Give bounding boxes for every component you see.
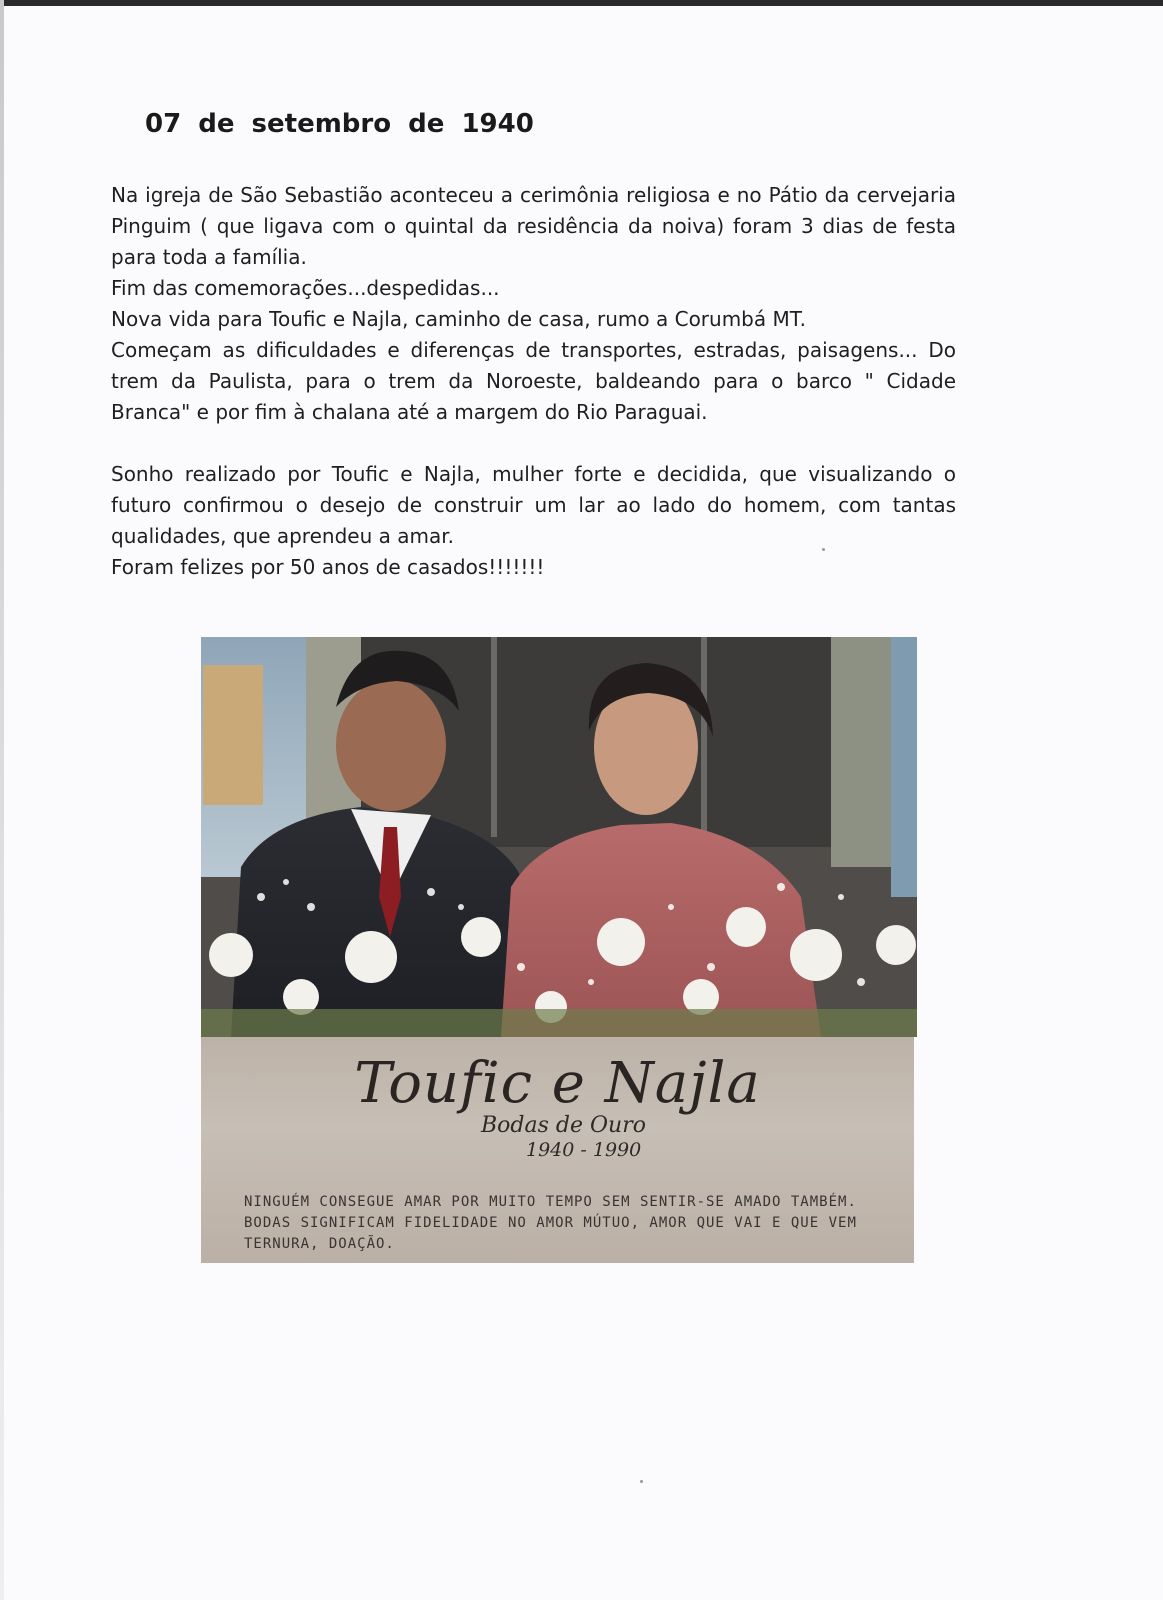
scan-edge-top: [0, 0, 1163, 6]
plaque-message: NINGUÉM CONSEGUE AMAR POR MUITO TEMPO SEM SENTIR-SE AMADO TAMBÉM. BODAS SIGNIFICAM FIDELIDADE NO AMOR MÚTUO, AMOR QUE VAI E QUE VEM TERNURA, DOAÇÃO.: [244, 1194, 857, 1252]
paragraph-journey: Começam as dificuldades e diferenças de transportes, estradas, paisagens... Do trem da Paulista, para o trem da Noroeste, baldeando para o barco " Cidade Branca" e por fim à chalana até a margem do Rio Paraguai.: [111, 338, 956, 424]
paragraph-fifty-years: Foram felizes por 50 anos de casados!!!!!!!: [111, 555, 545, 579]
couple-photo: [201, 637, 917, 1037]
paragraph-dream: Sonho realizado por Toufic e Najla, mulher forte e decidida, que visualizando o futuro confirmou o desejo de construir um lar ao lado do homem, com tantas qualidades, que aprendeu a amar.: [111, 462, 956, 548]
plaque-names: Toufic e Najla: [354, 1051, 761, 1116]
page-title: 07 de setembro de 1940: [145, 109, 534, 139]
scan-speck: [822, 548, 825, 551]
paragraph-farewell: Fim das comemorações...despedidas...: [111, 276, 500, 300]
paragraph-gap: [111, 428, 956, 459]
paragraph-ceremony: Na igreja de São Sebastião aconteceu a cerimônia religiosa e no Pátio da cervejaria Pinguim ( que ligava com o quintal da residência da noiva) foram 3 dias de festa para toda a família.: [111, 183, 956, 269]
scan-edge-left: [0, 0, 4, 1600]
plaque-subtitle: Bodas de Ouro: [481, 1113, 646, 1138]
anniversary-plaque: [201, 1037, 914, 1263]
plaque-years: 1940 - 1990: [526, 1139, 642, 1161]
paragraph-new-life: Nova vida para Toufic e Najla, caminho de casa, rumo a Corumbá MT.: [111, 307, 806, 331]
body-text: [111, 180, 956, 583]
scan-speck: [640, 1480, 643, 1483]
couple-photo-illustration: [201, 637, 917, 1037]
